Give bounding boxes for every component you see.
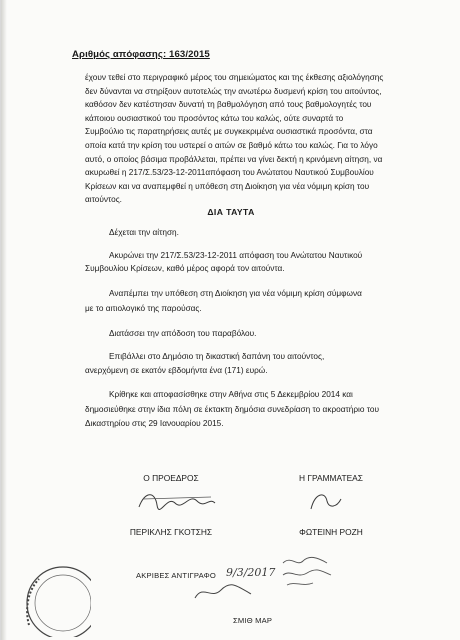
secretary-title: Η ΓΡΑΜΜΑΤΕΑΣ	[299, 473, 363, 483]
reasoning-paragraph	[85, 71, 419, 207]
stamp-footer: ΣΜΙΘ ΜΑΡ	[233, 616, 273, 625]
paragraph-line: αιτούντος.	[85, 195, 122, 205]
ruling-costs-line-2: ανερχόμενη σε εκατόν εβδομήντα ένα (171) ευρώ.	[85, 366, 268, 375]
judgment-line-2: δημοσιεύθηκε στην ίδια πόλη σε έκτακτη δημόσια συνεδρίαση το ακροατήριο του	[85, 405, 379, 414]
ruling-annul-line-2: Συμβουλίου Κρίσεων, καθό μέρος αφορά τον αιτούντα.	[85, 264, 285, 273]
ruling-costs-line-1: Επιβάλλει στο Δημόσιο τη δικαστική δαπάνη του αιτούντος,	[109, 352, 325, 361]
court-seal	[9, 555, 91, 637]
president-name: ΠΕΡΙΚΛΗΣ ΓΚΟΤΣΗΣ	[129, 527, 213, 537]
certified-copy-stamp: ΑΚΡΙΒΕΣ ΑΝΤΙΓΡΑΦΟ	[136, 571, 217, 580]
ruling-annul-line-1: Ακυρώνει την 217/Σ.53/23-12-2011 απόφαση του Ανώτατου Ναυτικού	[109, 251, 363, 260]
president-signature	[131, 487, 221, 517]
paragraph-line: Συμβούλιο τις παρατηρήσεις αυτές με συγκεκριμένα ουσιαστικά προσόντα, στα	[85, 127, 373, 137]
paragraph-line: κάποιου ουσιαστικού του προσόντος κάτω του καλώς, ούτε συναρτά το	[85, 113, 344, 123]
judgment-line-3: Δικαστηρίου στις 29 Ιανουαρίου 2015.	[85, 419, 224, 428]
certified-date: 9/3/2017	[226, 566, 276, 579]
section-heading: ΔΙΑ ΤΑΥΤΑ	[207, 207, 255, 217]
secretary-signature	[301, 487, 351, 517]
judgment-line-1: Κρίθηκε και αποφασίσθηκε στην Αθήνα στις 5 Δεκεμβρίου 2014 και	[109, 390, 353, 399]
president-title: Ο ΠΡΟΕΔΡΟΣ	[143, 473, 199, 483]
paragraph-line: οποία κατά την κρίση του υστερεί ο αιτών σε βαθμό κάτω του καλώς. Για το λόγο	[85, 140, 378, 150]
paragraph-line: καθόσον δεν κατέστησαν δυνατή τη βαθμολόγηση από τους βαθμολογητές του	[85, 100, 372, 110]
margin-handwriting	[277, 553, 337, 593]
stamp-handwritten-mark	[191, 580, 261, 606]
decision-number: Αριθμός απόφασης: 163/2015	[72, 49, 210, 60]
ruling-accept: Δέχεται την αίτηση.	[109, 228, 179, 237]
ruling-remand-line-1: Αναπέμπει την υπόθεση στη Διοίκηση για νέα νόμιμη κρίση σύμφωνα	[109, 289, 362, 298]
paragraph-line: έχουν τεθεί στο περιγραφικό μέρος του σημειώματος και της έκθεσης αξιολόγησης	[85, 73, 384, 82]
ruling-refund: Διατάσσει την απόδοση του παραβόλου.	[109, 329, 257, 338]
paragraph-line: δεν δύνανται να στηρίξουν αυτοτελώς την ανωτέρω δυσμενή κρίση του αιτούντος,	[85, 86, 382, 96]
ruling-remand-line-2: με το αιτιολογικό της παρούσας.	[85, 304, 202, 313]
binder-shadow	[1, 0, 7, 640]
paragraph-line: Κρίσεων και να αναπεμφθεί η υπόθεση στη Διοίκηση για νέα νόμιμη κρίση του	[85, 181, 370, 191]
secretary-name: ΦΩΤΕΙΝΗ ΡΟΖΗ	[299, 527, 363, 537]
paragraph-line: αυτό, ο οποίος βάσιμα προβάλλεται, πρέπει να γίνει δεκτή η κρινόμενη αίτηση, να	[85, 154, 383, 164]
paragraph-line: ακυρωθεί η 217/Σ.53/23-12-2011απόφαση του Ανώτατου Ναυτικού Συμβουλίου	[85, 168, 374, 178]
